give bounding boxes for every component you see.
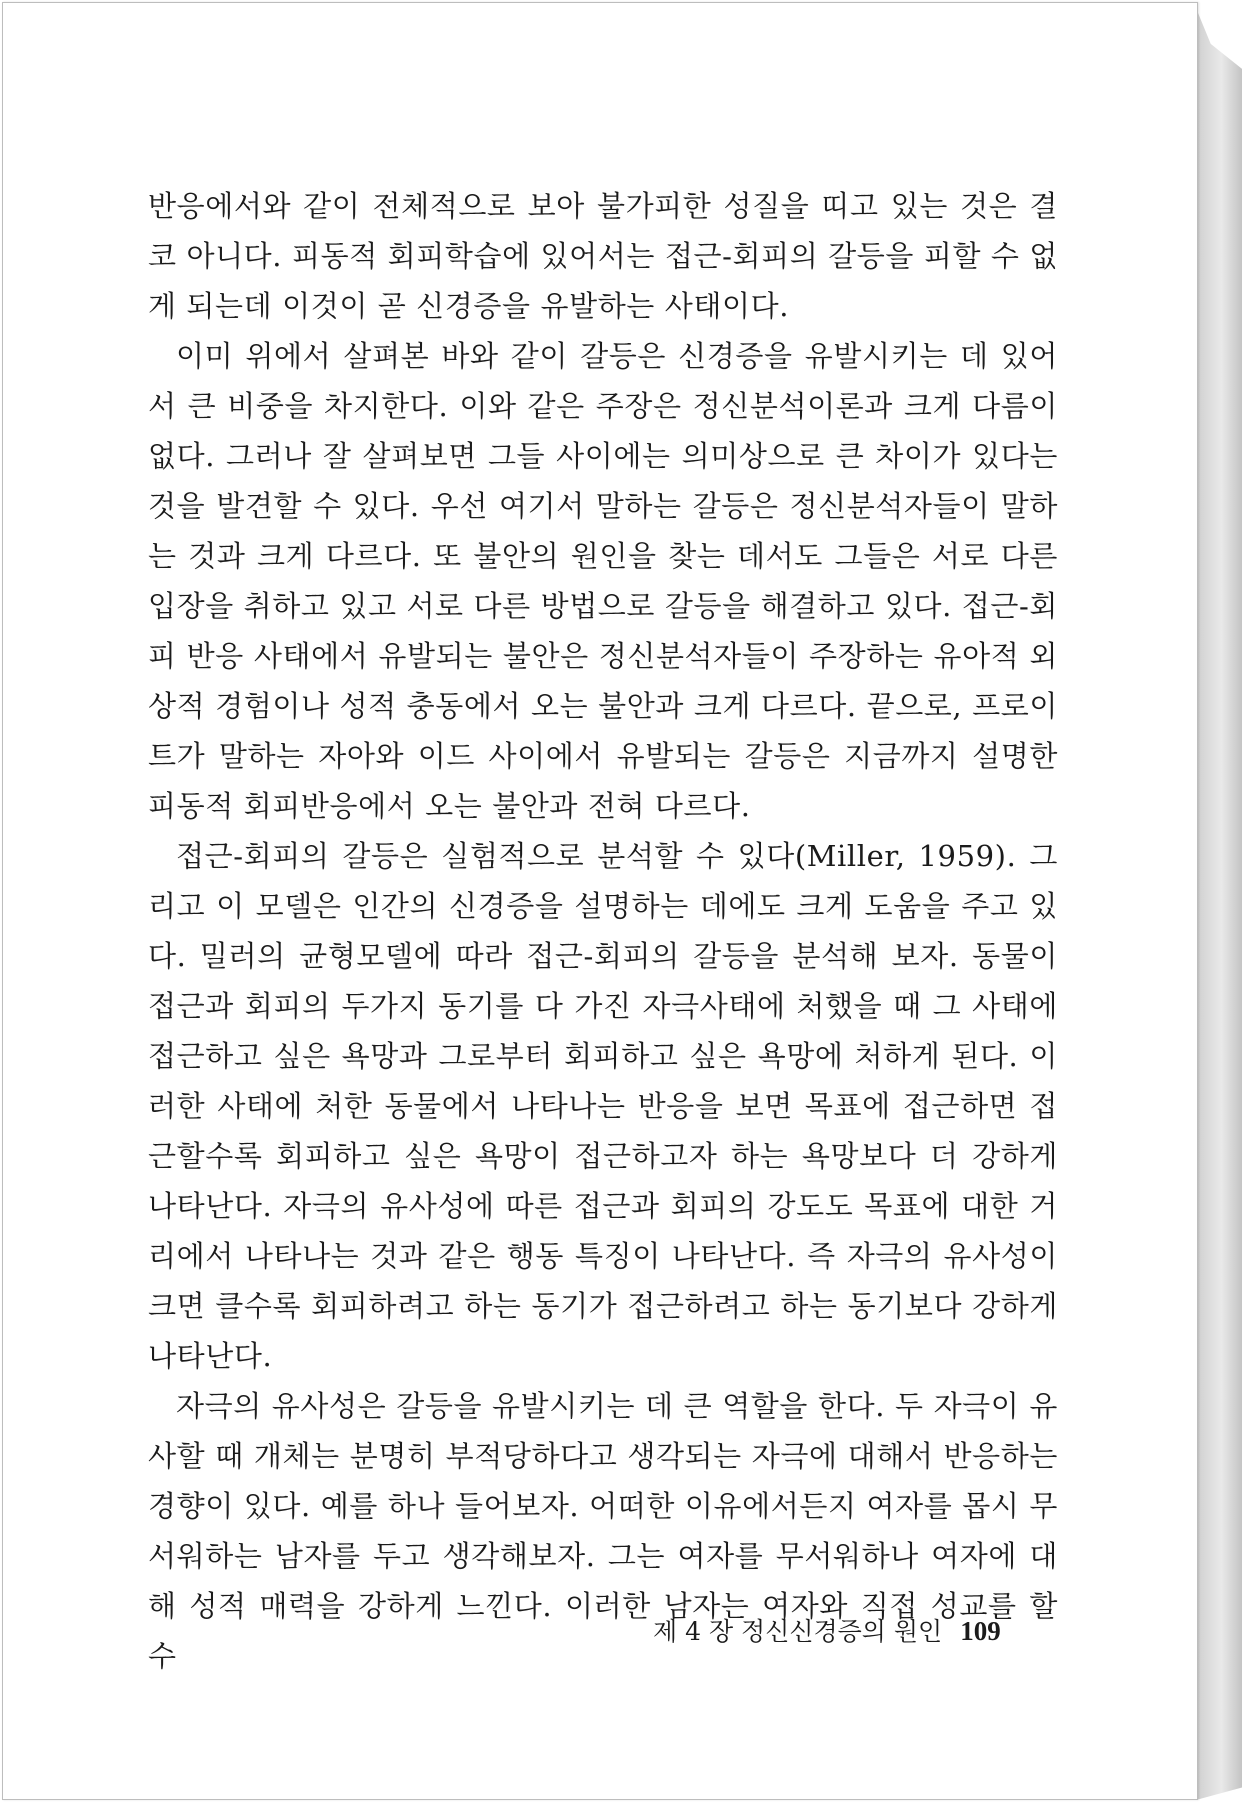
body-text [148,181,1058,1681]
running-chapter-title: 제 4 장 정신신경증의 원인 [653,1617,943,1646]
paragraph-stimulus-similarity: 자극의 유사성은 갈등을 유발시키는 데 큰 역할을 한다. 두 자극이 유사할 때 개체는 분명히 부적당하다고 생각되는 자극에 대해서 반응하는 경향이 있다. 예를 하나 들어보자. 어떠한 이유에서든지 여자를 몹시 무서워하는 남자를 두고 생각해보자. 그는 여자를 무서워하나 여자에 대해 성적 매력을 강하게 느낀다. 이러한 남자는 여자와 직접 성교를 할 수 [148,1389,1058,1673]
page-edge-shadow [1196,8,1242,1800]
paragraph-approach-avoidance: 접근-회피의 갈등은 실험적으로 분석할 수 있다(Miller, 1959). 그리고 이 모델은 인간의 신경증을 설명하는 데에도 크게 도움을 주고 있다. 밀러의 균형모델에 따라 접근-회피의 갈등을 분석해 보자. 동물이 접근과 회피의 두가지 동기를 다 가진 자극사태에 처했을 때 그 사태에 접근하고 싶은 욕망과 그로부터 회피하고 싶은 욕망에 처하게 된다. 이러한 사태에 처한 동물에서 나타나는 반응을 보면 목표에 접근하면 접근할수록 회피하고 싶은 욕망이 접근하고자 하는 욕망보다 더 강하게 나타난다. 자극의 유사성에 따른 접근과 회피의 강도도 목표에 대한 거리에서 나타나는 것과 같은 행동 특징이 나타난다. 즉 자극의 유사성이 크면 클수록 회피하려고 하는 동기가 접근하려고 하는 동기보다 강하게 나타난다. [148,839,1058,1373]
paragraph-continued: 반응에서와 같이 전체적으로 보아 불가피한 성질을 띠고 있는 것은 결코 아니다. 피동적 회피학습에 있어서는 접근-회피의 갈등을 피할 수 없게 되는데 이것이 곧 신경증을 유발하는 사태이다. [148,189,1058,323]
page-footer [653,1611,1033,1652]
page-number: 109 [960,1616,1001,1646]
book-page [2,2,1198,1800]
paragraph-conflict-neurosis: 이미 위에서 살펴본 바와 같이 갈등은 신경증을 유발시키는 데 있어서 큰 비중을 차지한다. 이와 같은 주장은 정신분석이론과 크게 다름이 없다. 그러나 잘 살펴보면 그들 사이에는 의미상으로 큰 차이가 있다는 것을 발견할 수 있다. 우선 여기서 말하는 갈등은 정신분석자들이 말하는 것과 크게 다르다. 또 불안의 원인을 찾는 데서도 그들은 서로 다른 입장을 취하고 있고 서로 다른 방법으로 갈등을 해결하고 있다. 접근-회피 반응 사태에서 유발되는 불안은 정신분석자들이 주장하는 유아적 외상적 경험이나 성적 충동에서 오는 불안과 크게 다르다. 끝으로, 프로이트가 말하는 자아와 이드 사이에서 유발되는 갈등은 지금까지 설명한 피동적 회피반응에서 오는 불안과 전혀 다르다. [148,339,1058,823]
